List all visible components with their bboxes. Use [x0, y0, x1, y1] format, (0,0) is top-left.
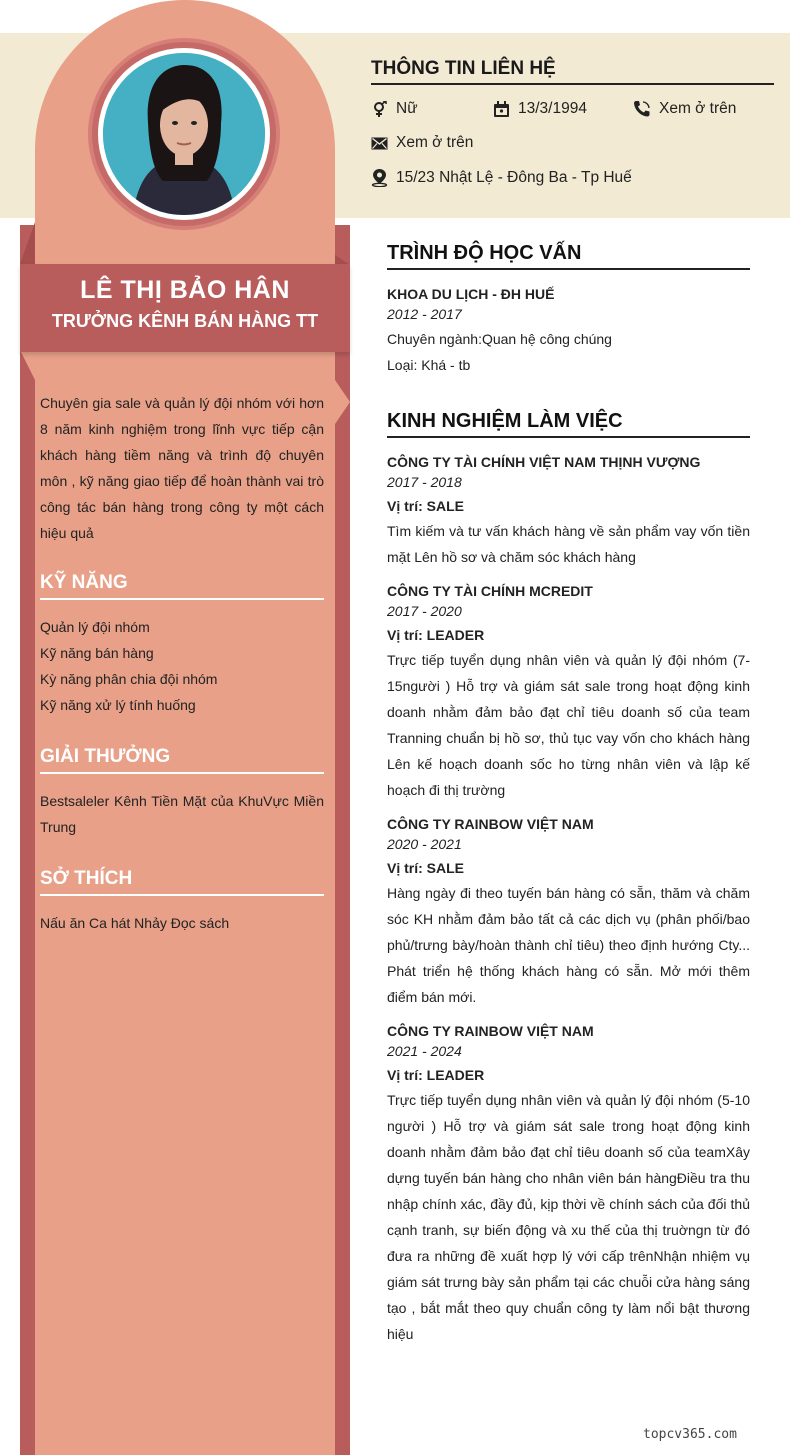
contact-address	[371, 168, 632, 187]
education-heading: TRÌNH ĐỘ HỌC VẤN	[387, 242, 750, 270]
gender-value: Nữ	[396, 100, 418, 117]
contact-heading: THÔNG TIN LIÊN HỆ	[371, 58, 774, 85]
contact-gender	[371, 100, 418, 118]
candidate-name: LÊ THỊ BẢO HÂN	[80, 276, 290, 304]
birthday-value: 13/3/1994	[518, 100, 587, 117]
job-period: 2017 - 2018	[387, 474, 462, 490]
job-position: Vị trí: SALE	[387, 860, 465, 876]
job-period: 2021 - 2024	[387, 1043, 462, 1059]
job-position: Vị trí: SALE	[387, 498, 465, 514]
skill-item: Kỳ năng phân chia đội nhóm	[40, 671, 218, 687]
phone-icon	[633, 100, 651, 118]
experience-section	[387, 410, 750, 1347]
experience-heading: KINH NGHIỆM LÀM VIỆC	[387, 410, 750, 438]
education-grade: Loại: Khá - tb	[387, 357, 471, 373]
ribbon-notch-right	[335, 380, 350, 424]
skill-item: Kỹ năng xử lý tính huống	[40, 697, 196, 713]
job-description: Trực tiếp tuyển dụng nhân viên và quản lý đội nhóm (5-10 người ) Hỗ trợ và giám sát sale trong hoạt động kinh doanh nhằm đảm bảo đạt chỉ tiêu doanh số của teamXây dựng tuyến bán hàng cho nhân viên bán hàngĐiều tra thu nhập chính xác, đầy đủ, kịp thời về chính sách của đối thủ cạnh tranh, sự biến động và xu thế của thị truờngn từ đó đưa ra những đề xuất hợp lý với cấp trênNhận nhiệm vụ giám sát trưng bày sản phẩm tại các chuỗi cửa hàng sáng tạo , bắt mắt theo quy chuẩn công ty làm nổi bật thương hiệu	[387, 1092, 750, 1342]
award-text: Bestsaleler Kênh Tiền Mặt của KhuVực Miền Trung	[40, 793, 324, 835]
job-period: 2017 - 2020	[387, 603, 462, 619]
job-description: Trực tiếp tuyển dụng nhân viên và quản lý đội nhóm (7-15người ) Hỗ trợ và giám sát sale trong hoạt động kinh doanh nhằm đảm bảo đạt chỉ tiêu doanh số của team Tranning chuẩn bị hồ sơ, thủ tục vay vốn cho khách hàng Lên kế hoạch doanh sốc ho từng nhân viên và lập kế hoạch đi thị trường	[387, 652, 750, 798]
education-period: 2012 - 2017	[387, 306, 462, 322]
skills-section	[40, 572, 324, 718]
name-ribbon	[20, 264, 350, 352]
education-section	[387, 242, 750, 378]
avatar	[103, 53, 265, 215]
contact-birthday	[493, 100, 587, 118]
job-entry	[387, 454, 750, 570]
job-entry	[387, 1023, 750, 1347]
hobbies-text: Nấu ăn Ca hát Nhảy Đọc sách	[40, 915, 230, 931]
ribbon-fold-left	[20, 222, 35, 264]
job-position: Vị trí: LEADER	[387, 1067, 485, 1083]
job-description: Hàng ngày đi theo tuyến bán hàng có sẵn, thăm và chăm sóc KH nhằm đảm bảo tất cả các dịch vụ (phân phối/bao phủ/trưng bày/hoàn thành chỉ tiêu) theo định hướng Cty... Phát triển hệ thống khách hàng có sẵn. Mở mới thêm điểm bán mới.	[387, 885, 750, 1005]
calendar-icon	[493, 101, 510, 118]
job-position: Vị trí: LEADER	[387, 627, 485, 643]
contact-phone	[633, 100, 736, 118]
skills-heading: KỸ NĂNG	[40, 572, 324, 600]
awards-section	[40, 746, 324, 840]
profile-summary: Chuyên gia sale và quản lý đội nhóm với hơn 8 năm kinh nghiệm trong lĩnh vực tiếp cận khách hàng tiềm năng và trình độ chuyên môn , kỹ năng giao tiếp để hoàn thành vai trò công tác bán hàng trong công ty một cách hiệu quả	[40, 395, 324, 541]
job-entry	[387, 816, 750, 1010]
school-name: KHOA DU LỊCH - ĐH HUẾ	[387, 286, 555, 302]
ribbon-notch-left	[20, 350, 35, 380]
job-company: CÔNG TY RAINBOW VIỆT NAM	[387, 1023, 594, 1039]
location-icon	[371, 168, 388, 187]
job-description: Tìm kiếm và tư vấn khách hàng về sản phẩm vay vốn tiền mặt Lên hồ sơ và chăm sóc khách hàng	[387, 523, 750, 565]
candidate-role: TRƯỞNG KÊNH BÁN HÀNG TT	[51, 311, 319, 331]
job-company: CÔNG TY RAINBOW VIỆT NAM	[387, 816, 594, 832]
avatar-frame	[92, 42, 276, 226]
phone-value: Xem ở trên	[659, 100, 737, 117]
hobbies-heading: SỞ THÍCH	[40, 868, 324, 896]
gender-icon	[371, 101, 388, 118]
site-watermark: topcv365.com	[643, 1427, 737, 1442]
skill-item: Quản lý đội nhóm	[40, 619, 150, 635]
awards-heading: GIẢI THƯỞNG	[40, 746, 324, 774]
email-value: Xem ở trên	[396, 134, 474, 151]
hobbies-section	[40, 868, 324, 936]
skill-item: Kỹ năng bán hàng	[40, 645, 154, 661]
job-period: 2020 - 2021	[387, 836, 462, 852]
contact-email	[371, 134, 473, 152]
education-major: Chuyên ngành:Quan hệ công chúng	[387, 331, 612, 347]
mail-icon	[371, 137, 388, 150]
job-company: CÔNG TY TÀI CHÍNH MCREDIT	[387, 583, 593, 599]
address-value: 15/23 Nhật Lệ - Đông Ba - Tp Huế	[396, 168, 632, 186]
job-company: CÔNG TY TÀI CHÍNH VIỆT NAM THỊNH VƯỢNG	[387, 454, 701, 470]
job-entry	[387, 583, 750, 803]
